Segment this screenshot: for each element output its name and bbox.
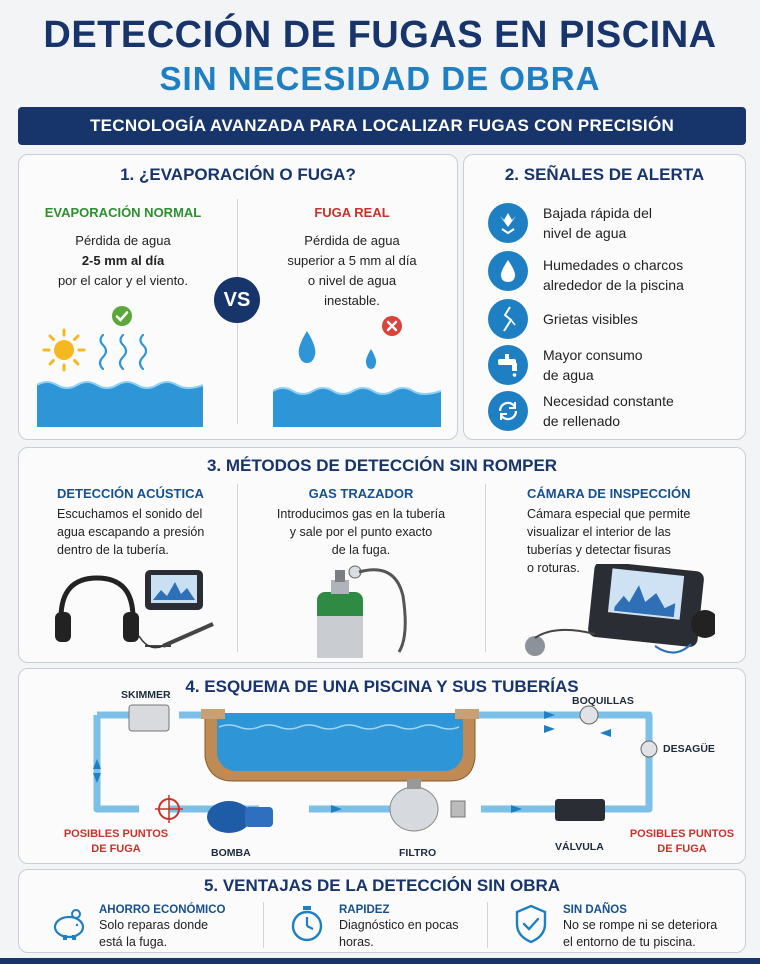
stopwatch-icon — [287, 902, 327, 944]
page-title: DETECCIÓN DE FUGAS EN PISCINA — [43, 14, 717, 56]
method-camera-heading: CÁMARA DE INSPECCIÓN — [527, 486, 691, 501]
leak-points-right-line2: DE FUGA — [657, 843, 707, 855]
method-gas-heading: GAS TRAZADOR — [308, 486, 414, 501]
method-acoustic-line2: agua escapando a presión — [57, 525, 205, 539]
advantage-no-damage-text — [563, 917, 717, 951]
section5-title: 5. VENTAJAS DE LA DETECCIÓN SIN OBRA — [203, 876, 561, 895]
method-acoustic-line1: Escuchamos el sonido del — [57, 507, 203, 521]
leak-water — [273, 383, 441, 427]
advantage-savings-line1: Solo reparas donde — [99, 918, 209, 932]
label-leak-points-right — [619, 827, 745, 857]
faucet-icon — [488, 345, 528, 385]
leak-line3: o nivel de agua — [307, 273, 397, 288]
divider — [487, 902, 488, 948]
method-acoustic-text — [57, 505, 204, 559]
leak-line1: Pérdida de agua — [304, 233, 400, 248]
label-bomba: BOMBA — [211, 847, 251, 859]
section-pool-diagram — [18, 668, 746, 864]
advantage-speed-text — [339, 917, 459, 951]
alert-item-2-line1: Humedades o charcos — [543, 257, 684, 273]
advantage-savings-line2: está la fuga. — [99, 935, 168, 949]
section-advantages — [18, 869, 746, 953]
vs-badge: VS — [214, 277, 260, 323]
leak-points-right-line1: POSIBLES PUNTOS — [629, 828, 735, 840]
section-warning-signs — [463, 154, 746, 440]
method-camera-line3: tuberías y detectar fisuras — [527, 543, 671, 557]
alert-item-1-line1: Bajada rápida del — [543, 205, 652, 221]
shield-check-icon — [511, 902, 551, 946]
alert-item-5 — [543, 391, 674, 431]
method-camera-line2: visualizar el interior de las — [527, 525, 671, 539]
method-camera-line4: o roturas. — [527, 561, 580, 575]
alert-item-2-line2: alrededor de la piscina — [543, 277, 684, 293]
check-icon — [111, 305, 133, 327]
leak-points-left-line2: DE FUGA — [91, 843, 141, 855]
method-gas-text — [237, 505, 485, 559]
method-gas-line1: Introducimos gas en la tubería — [276, 507, 446, 521]
alert-item-3 — [543, 309, 638, 329]
method-acoustic-heading: DETECCIÓN ACÚSTICA — [57, 486, 204, 501]
alert-item-4-line1: Mayor consumo — [543, 347, 643, 363]
cross-icon — [381, 315, 403, 337]
divider — [263, 902, 264, 948]
advantage-no-damage-line1: No se rompe ni se deteriora — [563, 918, 718, 932]
evaporation-heading: EVAPORACIÓN NORMAL — [44, 205, 202, 220]
advantage-no-damage-heading: SIN DAÑOS — [563, 904, 627, 916]
section-detection-methods — [18, 447, 746, 663]
header-banner: TECNOLOGÍA AVANZADA PARA LOCALIZAR FUGAS CON PRECISIÓN — [18, 107, 746, 145]
alert-item-3-line1: Grietas visibles — [543, 311, 638, 327]
gas-cylinder-icon — [311, 556, 431, 660]
evaporation-line3: por el calor y el viento. — [57, 273, 189, 288]
leak-line4: inestable. — [324, 293, 380, 308]
evaporation-text — [19, 231, 227, 291]
section1-title: 1. ¿EVAPORACIÓN O FUGA? — [120, 165, 356, 184]
alert-item-2 — [543, 255, 684, 295]
label-valvula: VÁLVULA — [555, 841, 604, 853]
advantage-savings-text — [99, 917, 208, 951]
label-boquillas: BOQUILLAS — [572, 695, 634, 707]
advantage-speed-line2: horas. — [339, 935, 374, 949]
water-drop-down-icon — [488, 203, 528, 243]
alert-item-5-line1: Necesidad constante — [543, 393, 674, 409]
method-acoustic-line3: dentro de la tubería. — [57, 543, 169, 557]
leak-points-left-line1: POSIBLES PUNTOS — [63, 828, 169, 840]
label-skimmer: SKIMMER — [121, 689, 171, 701]
label-filtro: FILTRO — [399, 847, 437, 859]
page-subtitle: SIN NECESIDAD DE OBRA — [159, 60, 601, 97]
leak-line2: superior a 5 mm al día — [287, 253, 417, 268]
advantage-savings-heading: AHORRO ECONÓMICO — [99, 904, 226, 916]
water-drop-icon — [488, 251, 528, 291]
method-gas-line3: de la fuga. — [331, 543, 391, 557]
crack-icon — [488, 299, 528, 339]
section2-title: 2. SEÑALES DE ALERTA — [504, 165, 705, 184]
section4-title: 4. ESQUEMA DE UNA PISCINA Y SUS TUBERÍAS — [185, 677, 579, 696]
method-camera-line1: Cámara especial que permite — [527, 507, 691, 521]
refill-cycle-icon — [488, 391, 528, 431]
method-gas-line2: y sale por el punto exacto — [289, 525, 433, 539]
alert-item-1 — [543, 203, 652, 243]
label-leak-points-left — [53, 827, 179, 857]
section-evaporation-vs-leak — [18, 154, 458, 440]
inspection-camera-icon — [515, 564, 715, 660]
advantage-speed-heading: RAPIDEZ — [339, 904, 390, 916]
alert-item-4 — [543, 345, 643, 385]
evaporation-waves-icon — [93, 333, 153, 373]
divider — [485, 484, 486, 652]
advantage-speed-line1: Diagnóstico en pocas — [339, 918, 459, 932]
alert-item-1-line2: nivel de agua — [543, 225, 627, 241]
bottom-bar — [0, 958, 760, 964]
drops-icon — [293, 329, 383, 373]
sun-icon — [41, 327, 87, 373]
alert-item-4-line2: de agua — [543, 367, 594, 383]
advantage-no-damage-line2: el entorno de tu piscina. — [563, 935, 696, 949]
evaporation-water — [37, 377, 203, 427]
leak-heading: FUGA REAL — [314, 205, 390, 220]
section3-title: 3. MÉTODOS DE DETECCIÓN SIN ROMPER — [206, 456, 558, 475]
piggy-bank-icon — [49, 904, 89, 944]
alert-item-5-line2: de rellenado — [543, 413, 621, 429]
evaporation-line1: Pérdida de agua — [75, 233, 171, 248]
headphones-device-icon — [53, 566, 233, 658]
label-desague: DESAGÜE — [663, 743, 715, 755]
leak-text — [247, 231, 457, 311]
evaporation-line2: 2-5 mm al día — [81, 253, 165, 268]
